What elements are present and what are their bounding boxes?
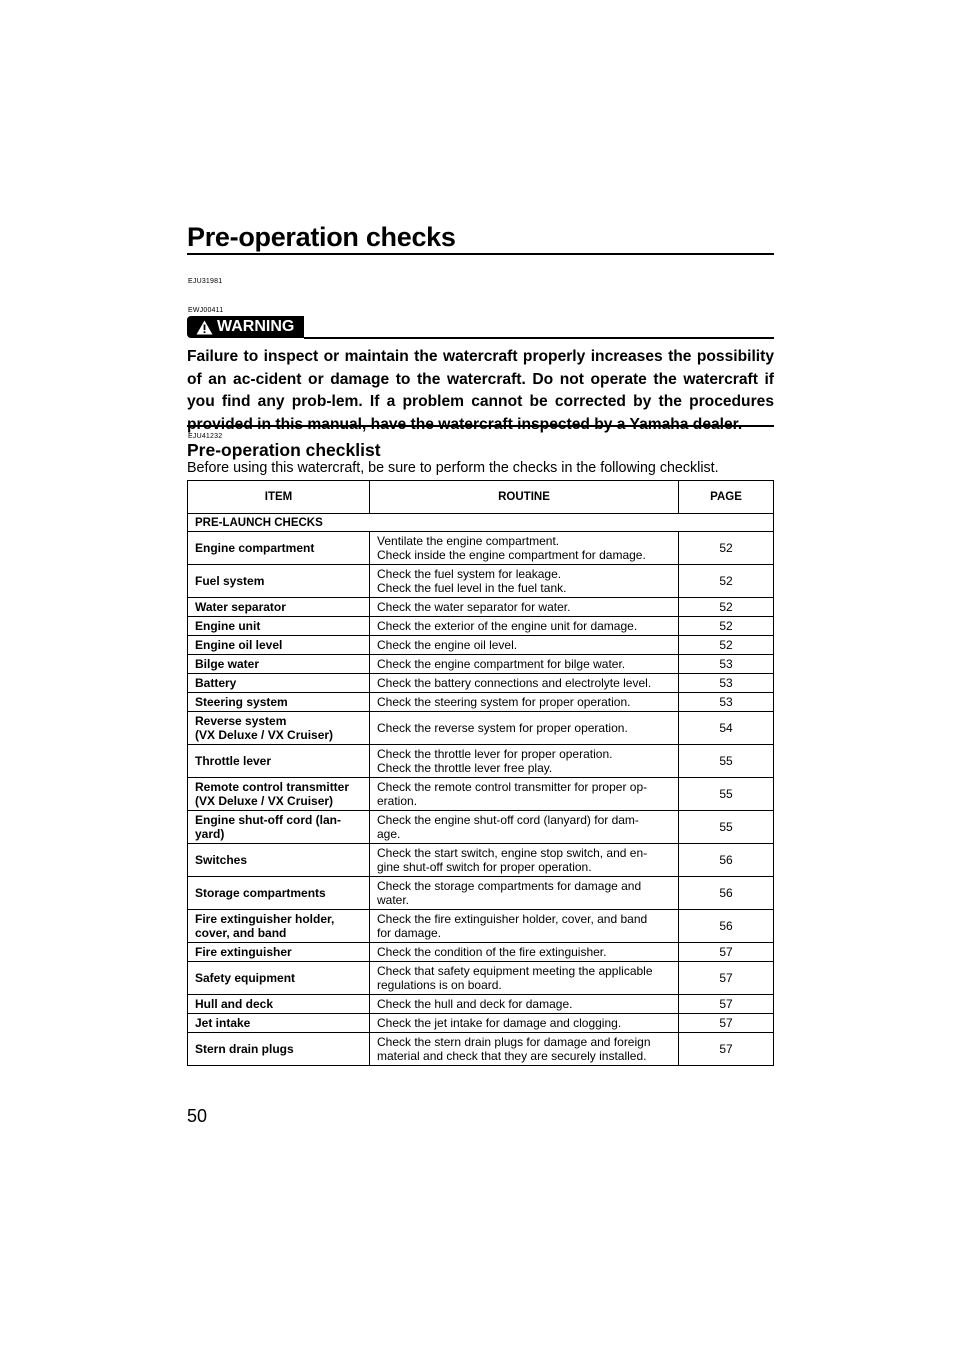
routine-cell: Check the fire extinguisher holder, cover, and band for damage. bbox=[370, 910, 679, 943]
item-cell: Engine unit bbox=[188, 617, 370, 636]
page-cell: 57 bbox=[679, 962, 774, 995]
item-cell: Battery bbox=[188, 674, 370, 693]
group-row bbox=[188, 514, 774, 532]
routine-cell: Check the engine shut-off cord (lanyard) for dam- age. bbox=[370, 811, 679, 844]
routine-cell: Check the engine compartment for bilge water. bbox=[370, 655, 679, 674]
page-cell: 54 bbox=[679, 712, 774, 745]
routine-cell: Check the jet intake for damage and clogging. bbox=[370, 1014, 679, 1033]
page-cell: 55 bbox=[679, 745, 774, 778]
routine-cell: Check the steering system for proper operation. bbox=[370, 693, 679, 712]
page-cell: 52 bbox=[679, 565, 774, 598]
table-row bbox=[188, 674, 774, 693]
page-title: Pre-operation checks bbox=[187, 222, 456, 252]
item-cell: Hull and deck bbox=[188, 995, 370, 1014]
table-row bbox=[188, 655, 774, 674]
routine-cell: Check the exterior of the engine unit for damage. bbox=[370, 617, 679, 636]
routine-cell: Ventilate the engine compartment. Check inside the engine compartment for damage. bbox=[370, 532, 679, 565]
group-label: PRE-LAUNCH CHECKS bbox=[188, 514, 774, 532]
table-row bbox=[188, 943, 774, 962]
page-cell: 52 bbox=[679, 598, 774, 617]
item-cell: Engine compartment bbox=[188, 532, 370, 565]
table-row bbox=[188, 598, 774, 617]
column-header-page: PAGE bbox=[679, 481, 774, 514]
item-cell: Reverse system (VX Deluxe / VX Cruiser) bbox=[188, 712, 370, 745]
item-cell: Jet intake bbox=[188, 1014, 370, 1033]
table-row bbox=[188, 693, 774, 712]
page-cell: 53 bbox=[679, 655, 774, 674]
table-row bbox=[188, 1033, 774, 1066]
item-cell: Fuel system bbox=[188, 565, 370, 598]
table-row bbox=[188, 745, 774, 778]
routine-cell: Check the engine oil level. bbox=[370, 636, 679, 655]
table-row bbox=[188, 712, 774, 745]
checklist-table bbox=[187, 480, 774, 1066]
warning-divider bbox=[304, 337, 774, 339]
item-cell: Safety equipment bbox=[188, 962, 370, 995]
routine-cell: Check the start switch, engine stop switch, and en- gine shut-off switch for proper operation. bbox=[370, 844, 679, 877]
table-row bbox=[188, 617, 774, 636]
warning-badge bbox=[187, 316, 304, 338]
page-cell: 52 bbox=[679, 532, 774, 565]
item-cell: Storage compartments bbox=[188, 877, 370, 910]
table-row bbox=[188, 532, 774, 565]
table-row bbox=[188, 778, 774, 811]
item-cell: Steering system bbox=[188, 693, 370, 712]
item-cell: Engine oil level bbox=[188, 636, 370, 655]
table-row bbox=[188, 844, 774, 877]
page-cell: 57 bbox=[679, 1033, 774, 1066]
title-divider bbox=[187, 253, 774, 255]
table-row bbox=[188, 565, 774, 598]
reference-code: EJU31981 bbox=[188, 278, 223, 285]
item-cell: Throttle lever bbox=[188, 745, 370, 778]
page-cell: 55 bbox=[679, 811, 774, 844]
item-cell: Switches bbox=[188, 844, 370, 877]
section-intro: Before using this watercraft, be sure to perform the checks in the following checklist. bbox=[187, 460, 719, 476]
page-cell: 57 bbox=[679, 943, 774, 962]
page-cell: 56 bbox=[679, 877, 774, 910]
page-cell: 55 bbox=[679, 778, 774, 811]
table-row bbox=[188, 636, 774, 655]
routine-cell: Check the condition of the fire extinguisher. bbox=[370, 943, 679, 962]
routine-cell: Check the hull and deck for damage. bbox=[370, 995, 679, 1014]
item-cell: Fire extinguisher holder, cover, and band bbox=[188, 910, 370, 943]
column-header-routine: ROUTINE bbox=[370, 481, 679, 514]
warning-triangle-icon bbox=[196, 320, 213, 335]
routine-cell: Check the water separator for water. bbox=[370, 598, 679, 617]
warning-code: EWJ00411 bbox=[188, 307, 224, 314]
table-row bbox=[188, 995, 774, 1014]
page-cell: 53 bbox=[679, 693, 774, 712]
routine-cell: Check the remote control transmitter for proper op- eration. bbox=[370, 778, 679, 811]
routine-cell: Check the storage compartments for damage and water. bbox=[370, 877, 679, 910]
section-code: EJU41232 bbox=[188, 433, 223, 440]
page-cell: 56 bbox=[679, 844, 774, 877]
routine-cell: Check the battery connections and electrolyte level. bbox=[370, 674, 679, 693]
item-cell: Water separator bbox=[188, 598, 370, 617]
item-cell: Bilge water bbox=[188, 655, 370, 674]
page-cell: 52 bbox=[679, 617, 774, 636]
routine-cell: Check the reverse system for proper operation. bbox=[370, 712, 679, 745]
table-row bbox=[188, 1014, 774, 1033]
routine-cell: Check the stern drain plugs for damage and foreign material and check that they are securely installed. bbox=[370, 1033, 679, 1066]
table-row bbox=[188, 962, 774, 995]
routine-cell: Check the fuel system for leakage. Check the fuel level in the fuel tank. bbox=[370, 565, 679, 598]
page-number: 50 bbox=[187, 1106, 208, 1126]
page-cell: 52 bbox=[679, 636, 774, 655]
item-cell: Stern drain plugs bbox=[188, 1033, 370, 1066]
table-header-row bbox=[188, 481, 774, 514]
item-cell: Engine shut-off cord (lan- yard) bbox=[188, 811, 370, 844]
page-cell: 53 bbox=[679, 674, 774, 693]
column-header-item: ITEM bbox=[188, 481, 370, 514]
item-cell: Fire extinguisher bbox=[188, 943, 370, 962]
routine-cell: Check that safety equipment meeting the applicable regulations is on board. bbox=[370, 962, 679, 995]
table-row bbox=[188, 910, 774, 943]
routine-cell: Check the throttle lever for proper operation. Check the throttle lever free play. bbox=[370, 745, 679, 778]
warning-label: WARNING bbox=[217, 318, 295, 335]
section-title: Pre-operation checklist bbox=[187, 440, 381, 460]
warning-text: Failure to inspect or maintain the watercraft properly increases the possibility of an ac-cident or damage to the watercraft. Do not operate the watercraft if you find any prob-lem. If a problem cannot be corrected by the procedures bbox=[187, 348, 774, 411]
table-row bbox=[188, 811, 774, 844]
warning-bottom-divider bbox=[187, 425, 774, 427]
item-cell: Remote control transmitter (VX Deluxe / VX Cruiser) bbox=[188, 778, 370, 811]
page-cell: 56 bbox=[679, 910, 774, 943]
page-cell: 57 bbox=[679, 995, 774, 1014]
table-row bbox=[188, 877, 774, 910]
page-cell: 57 bbox=[679, 1014, 774, 1033]
